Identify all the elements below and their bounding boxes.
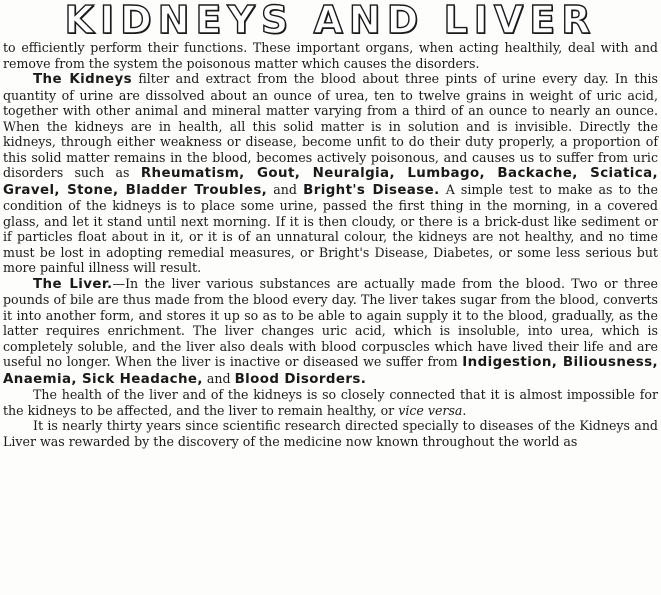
- intro-text: to efficiently perform their functions. These important organs, when acting healthily, deal with and remove from the system the poisonous matter which causes the disorders.: [3, 40, 658, 71]
- article-title: KIDNEYS AND LIVER: [64, 0, 597, 42]
- kidneys-text-2: A simple test to make as to the condition of the kidneys is to place some urine, passed the first thing in the morning, in a covered glass, and let it stand until next morning. If it is then cloudy, or there is a brick-dust like sediment or if particles float about in it, or it is of an unnatural colour, the kidneys are not healthy, and no time must be lost in adopting remedial measures, or Bright's Disease, Diabetes, or some less serious but more painful illness will result.: [3, 181, 659, 275]
- kidneys-and: and: [267, 181, 304, 197]
- paragraph-liver: [3, 276, 658, 388]
- paragraph-intro: [3, 40, 658, 71]
- liver-and: and: [202, 370, 235, 386]
- liver-disorders-list: Indigestion, Biliousness, Anaemia, Sick Headache,: [3, 355, 659, 387]
- research-text: It is nearly thirty years since scientific research directed specially to diseases of the Kidneys and Liver was rewarded by the discovery of the medicine now known throughout the world as: [3, 418, 658, 449]
- paragraph-kidneys: [3, 71, 658, 276]
- article-body: [3, 40, 658, 449]
- liver-heading: The Liver.: [33, 276, 113, 292]
- uric-disorders-list: Rheumatism, Gout, Neuralgia, Lumbago, Backache, Sciatica, Gravel, Stone, Bladder Troubles,: [3, 166, 659, 198]
- liver-text-1: —In the liver various substances are actually made from the blood. Two or three pounds of bile are thus made from the blood every day. The liver takes sugar from the blood, converts it into another form, and stores it up so as to be able to again supply it to the blood, gradually, as the latter requires enrichment. The liver changes uric acid, which is insoluble, into urea, which is completely soluble, and the liver also deals with blood corpuscles which have lived their life and are useful no longer. When the liver is inactive or diseased we suffer from: [3, 275, 658, 369]
- vice-versa: vice versa: [398, 402, 463, 418]
- brights-disease: Bright's Disease.: [303, 182, 440, 198]
- paragraph-research: [3, 418, 658, 449]
- blood-disorders: Blood Disorders.: [234, 371, 367, 387]
- kidneys-heading: The Kidneys: [33, 72, 133, 87]
- paragraph-connection: [3, 387, 658, 418]
- connection-text: The health of the liver and of the kidneys is so closely connected that it is almost impossible for the kidneys to be affected, and the liver to remain healthy, or: [3, 387, 658, 418]
- kidneys-text-1: filter and extract from the blood about three pints of urine every day. In this quantity of urine are dissolved about an ounce of urea, ten to twelve grains in weight of uric acid, together with other animal and mineral matter varying from a third of an ounce to nearly an ounce. When the kidneys are in health, all this solid matter is in solution and is invisible. Directly the kidneys, through either weakness or disease, become unfit to do their duty properly, a proportion of this solid matter remains in the blood, becomes actively poisonous, and causes us to suffer from uric disorders such as: [3, 71, 659, 180]
- connection-end: .: [462, 402, 467, 418]
